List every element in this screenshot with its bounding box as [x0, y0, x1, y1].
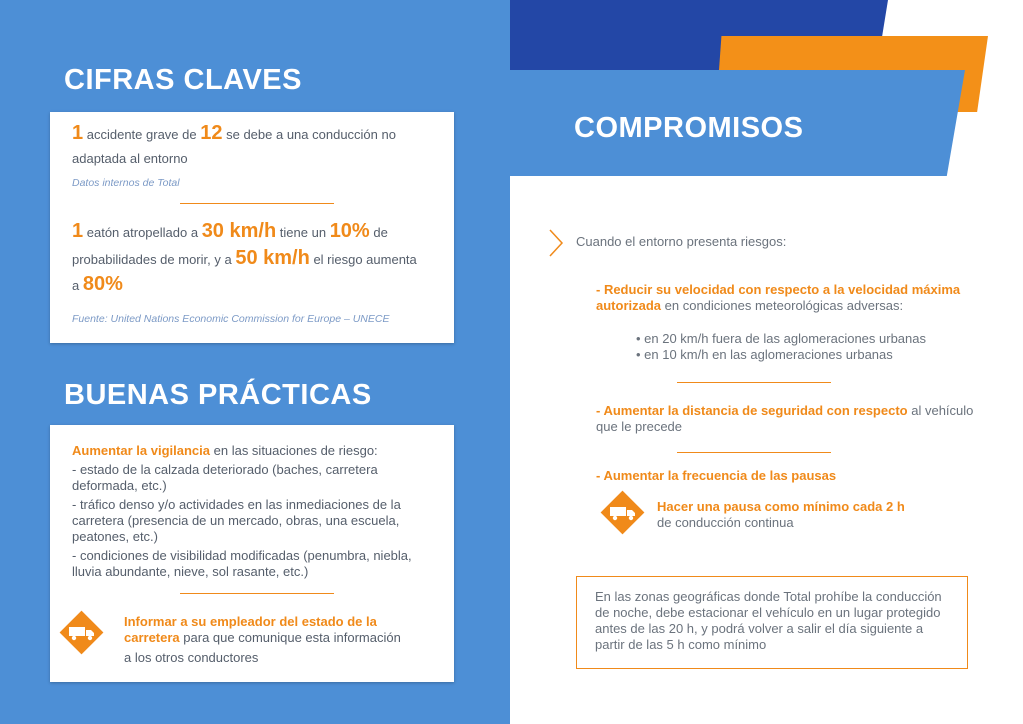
practice-item-2-line1: - tráfico denso y/o actividades en las inmediaciones de la	[72, 497, 401, 512]
vigilance-lead: Aumentar la vigilancia en las situaciones de riesgo:	[72, 443, 378, 458]
practice-item-2-line3: peatones, etc.)	[72, 529, 158, 544]
practice-item-3-line2: lluvia abundante, nieve, sol rasante, etc.)	[72, 564, 309, 579]
divider	[180, 203, 334, 204]
inform-line1: Informar a su empleador del estado de la	[124, 614, 377, 629]
inform-line3: a los otros conductores	[124, 650, 259, 665]
speed-bullet-1: • en 20 km/h fuera de las aglomeraciones urbanas	[636, 331, 926, 346]
commitments-intro: Cuando el entorno presenta riesgos:	[576, 234, 787, 249]
truck-icon	[607, 503, 639, 523]
stat2-source: Fuente: United Nations Economic Commission for Europe – UNECE	[72, 313, 390, 325]
commitment-3: - Aumentar la frecuencia de las pausas	[596, 468, 837, 483]
pause-line2: de conducción continua	[657, 515, 794, 530]
good-practices-card	[50, 425, 454, 682]
note-line2: de noche, debe estacionar el vehículo en un lugar protegido	[595, 605, 941, 620]
practice-item-3-line1: - condiciones de visibilidad modificadas (penumbra, niebla,	[72, 548, 412, 563]
commitment-2-line2: que le precede	[596, 419, 683, 434]
practice-item-2-line2: carretera (presencia de un mercado, obras, una escuela,	[72, 513, 400, 528]
pause-line1: Hacer una pausa como mínimo cada 2 h	[657, 499, 905, 514]
commitment-1-line1: - Reducir su velocidad con respecto a la velocidad máxima	[596, 282, 961, 297]
truck-icon	[66, 623, 98, 643]
note-line1: En las zonas geográficas donde Total prohíbe la conducción	[595, 589, 942, 604]
note-line3: antes de las 20 h, y podrá volver a salir el día siguiente a	[595, 621, 924, 636]
stat2-line3: a 80%	[72, 273, 123, 295]
practice-item-1-line2: deformada, etc.)	[72, 478, 167, 493]
stat1-source: Datos internos de Total	[72, 177, 180, 189]
stat2-line1: 1 eatón atropellado a 30 km/h tiene un 10% de	[72, 220, 388, 242]
note-line4: partir de las 5 h como mínimo	[595, 637, 767, 652]
stat1-line2: adaptada al entorno	[72, 151, 188, 166]
good-practices-title: BUENAS PRÁCTICAS	[64, 379, 372, 411]
key-figures-card	[50, 112, 454, 343]
night-driving-note	[576, 576, 968, 669]
commitments-title: COMPROMISOS	[574, 112, 804, 144]
chevron-right-icon	[548, 228, 564, 258]
divider	[180, 593, 334, 594]
key-figures-title: CIFRAS CLAVES	[64, 64, 302, 96]
divider	[677, 452, 831, 453]
stat2-line2: probabilidades de morir, y a 50 km/h el riesgo aumenta	[72, 247, 417, 269]
inform-line2: carretera para que comunique esta información	[124, 630, 401, 645]
stat1-line1: 1 accidente grave de 12 se debe a una conducción no	[72, 122, 396, 144]
divider	[677, 382, 831, 383]
practice-item-1-line1: - estado de la calzada deteriorado (baches, carretera	[72, 462, 378, 477]
speed-bullet-2: • en 10 km/h en las aglomeraciones urbanas	[636, 347, 893, 362]
commitment-2-line1: - Aumentar la distancia de seguridad con respecto al vehículo	[596, 403, 974, 418]
commitment-1-line2: autorizada en condiciones meteorológicas adversas:	[596, 298, 904, 313]
